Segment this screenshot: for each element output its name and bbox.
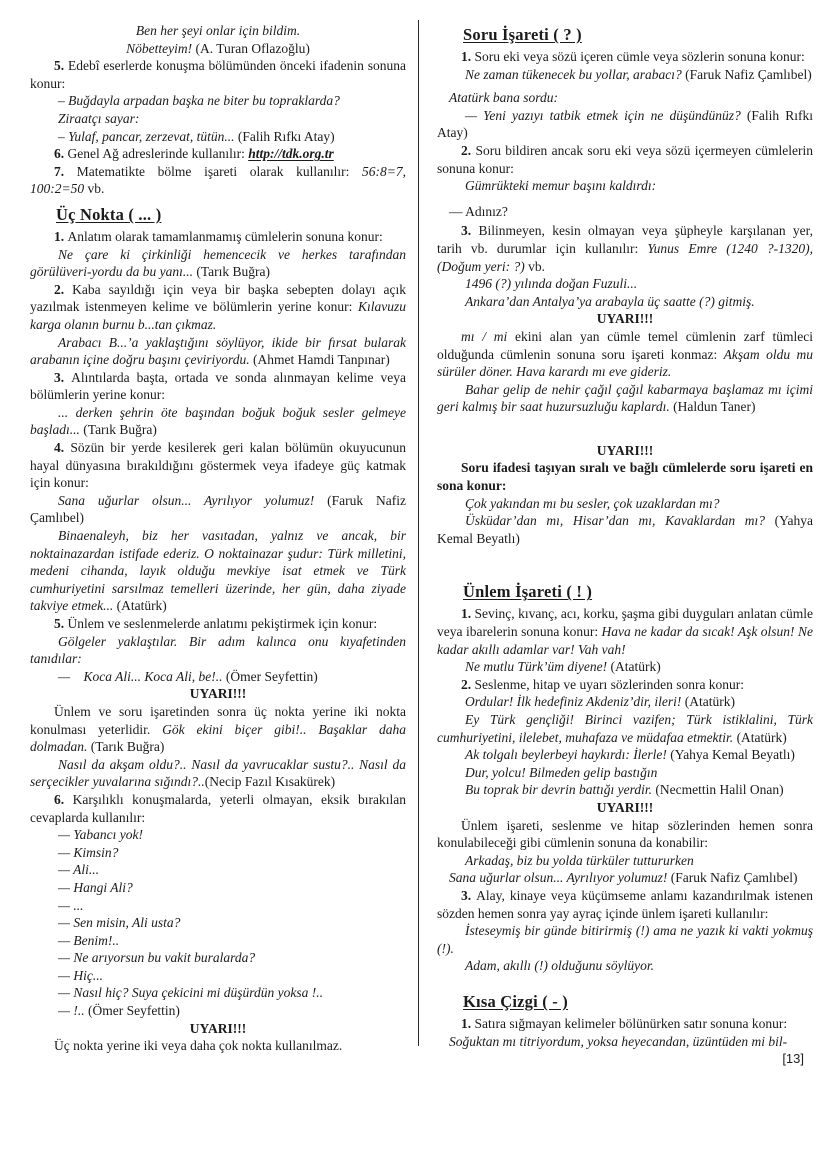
example-line xyxy=(437,203,813,221)
text-segment: Bilinmeyen, kesin olmayan veya şüpheyle karşılanan yer, tarih vb. durumlar için kullanılır: xyxy=(437,223,813,256)
text-segment: Karşılıklı konuşmalarda, yeterli olmayan, eksik bırakılan cevaplarda kullanılır: xyxy=(30,791,407,825)
example-line xyxy=(437,512,813,547)
left-column xyxy=(30,22,406,1055)
paragraph xyxy=(30,615,406,633)
example-line xyxy=(30,897,406,915)
spacer xyxy=(437,416,813,442)
text-segment: vb. xyxy=(84,181,105,197)
example-line xyxy=(30,861,406,879)
text-segment: 6. xyxy=(54,146,68,162)
text-segment: Sana uğurlar olsun... Ayrılıyor yolumuz! xyxy=(449,870,668,886)
poem-line xyxy=(30,22,406,40)
poem-line xyxy=(30,40,406,58)
text-segment: (Faruk Nafiz Çamlıbel) xyxy=(30,492,406,526)
text-segment: UYARI!!! xyxy=(596,311,654,327)
example-line xyxy=(437,275,813,293)
text-segment: 2. xyxy=(461,142,476,158)
text-segment: Binaenaleyh, biz her vasıtadan, yalnız ve ancak, bir noktainazardan istifade ederiz. O noktainazar şudur: Türk milletini, medeni cihanda, layık olduğu mevkiye isat etmek ve Türk cumhuriyetini sarsılmaz temelleri üzerinde, her gün, daha ziyade takviye etmek... xyxy=(30,528,406,614)
example-line xyxy=(437,89,813,107)
text-segment: Ziraatçı sayar: xyxy=(58,110,140,126)
text-segment: Ey Türk gençliği! Birinci vazifen; Türk istiklalini, Türk cumhuriyetini, ilelebet, muhafaza ve müdafaa etmektir. xyxy=(437,712,813,745)
example-line xyxy=(30,246,406,281)
text-segment: — Nasıl hiç? Suya çekicini mi düşürdün yoksa !.. xyxy=(58,985,323,1001)
example-line xyxy=(30,668,406,686)
text-segment: Satıra sığmayan kelimeler bölünürken satır sonuna konur: xyxy=(474,1015,788,1031)
text-segment: 1. xyxy=(461,606,475,622)
paragraph xyxy=(437,142,813,177)
paragraph xyxy=(30,228,406,246)
text-segment: Soğuktan mı titriyordum, yoksa heyecandan, üzüntüden mi bil- xyxy=(449,1033,788,1049)
example-line xyxy=(30,92,406,110)
example-line xyxy=(437,869,813,887)
text-segment: Bahar gelip de nehir çağıl çağıl kabarmaya başlamaz mı içimi geri kalmış bir saat huzursuzluğu kaplardı. xyxy=(437,381,813,415)
paragraph xyxy=(30,163,406,198)
text-segment: UYARI!!! xyxy=(189,686,247,702)
example-line xyxy=(30,967,406,985)
section-heading xyxy=(437,24,813,45)
paragraph xyxy=(30,791,406,826)
text-segment: — Kimsin? xyxy=(58,844,119,860)
example-line xyxy=(30,984,406,1002)
text-segment: Genel Ağ adreslerinde kullanılır: xyxy=(67,146,249,162)
example-line xyxy=(30,334,406,369)
text-segment: Alıntılarda başta, ortada ve sonda alınmayan kelime veya bölümlerin yerine konur: xyxy=(30,369,406,403)
text-segment: — ... xyxy=(58,897,84,913)
example-line xyxy=(30,492,406,527)
warning-heading xyxy=(437,442,813,460)
text-segment: (Falih Rıfkı Atay) xyxy=(437,107,814,141)
text-segment: Gümrükteki memur başını kaldırdı: xyxy=(465,178,657,194)
text-segment: Matematikte bölme işareti olarak kullanılır: xyxy=(76,163,363,179)
text-segment: Ne mutlu Türk’üm diyene! xyxy=(465,659,608,675)
text-segment: Soru ifadesi taşıyan sıralı ve bağlı cümlelerde soru işareti en sona konur: xyxy=(437,460,813,494)
text-segment: – Yulaf, pancar, zerzevat, tütün... xyxy=(58,128,235,144)
section-heading xyxy=(437,991,813,1012)
text-segment: 1496 (?) yılında doğan Fuzuli... xyxy=(465,276,638,292)
text-segment: vb. xyxy=(524,258,545,274)
text-segment: Sana uğurlar olsun... Ayrılıyor yolumuz! xyxy=(58,492,315,508)
text-segment: (Yahya Kemal Beyatlı) xyxy=(437,513,813,546)
example-line xyxy=(30,932,406,950)
text-segment: 5. xyxy=(54,58,68,74)
example-line xyxy=(437,495,813,513)
example-line xyxy=(30,949,406,967)
example-line xyxy=(437,746,813,764)
spacer xyxy=(437,975,813,985)
example-line xyxy=(437,177,813,195)
example-line xyxy=(437,781,813,799)
text-segment: ekini alan yan cümle temel cümlenin zarf tümleci olduğunda cümlenin sonuna soru işareti konmaz: xyxy=(437,328,813,362)
text-segment: Ordular! İlk hedefiniz Akdeniz’dir, ileri! xyxy=(465,694,682,710)
text-segment: İsteseymiş bir günde bitirirmiş (!) ama ne yazık ki vakti yokmuş (!). xyxy=(437,923,813,956)
text-segment: — Yeni yazıyı tatbik etmek için ne düşündünüz? xyxy=(465,107,741,123)
text-segment: (Yahya Kemal Beyatlı) xyxy=(666,747,795,763)
text-segment: Arabacı B...’a yaklaştığını söylüyor, ikide bir fırsat bularak arabanın içine doğru başını çeviriyordu. xyxy=(30,334,406,368)
text-segment: Ünlem ve seslenmelerde anlatımı pekiştirmek için konur: xyxy=(67,616,378,631)
text-segment: Ünlem işareti, seslenme ve hitap sözlerinden hemen sonra konulabileceği gibi cümlenin sonuna da konabilir: xyxy=(437,817,813,851)
right-column xyxy=(437,22,813,1050)
paragraph xyxy=(437,676,813,694)
example-line xyxy=(30,879,406,897)
section-heading xyxy=(437,581,813,602)
text-segment: ... derken şehrin öte başından boğuk boğuk sesler gelmeye başladı... xyxy=(30,404,406,438)
example-line xyxy=(437,658,813,676)
text-segment: Kısa Çizgi ( - ) xyxy=(463,991,568,1011)
text-segment: 5. xyxy=(54,616,68,631)
text-segment: Üsküdar’dan mı, Hisar’dan mı, Kavaklardan mı? xyxy=(465,513,765,529)
text-segment: Ben her şeyi onlar için bildim. xyxy=(135,23,301,38)
column-divider xyxy=(418,20,419,1046)
text-segment: Ünlem ve soru işaretinden sonra üç nokta yerine iki nokta konulması yeterlidir. xyxy=(30,703,406,737)
text-segment: Seslenme, hitap ve uyarı sözlerinden sonra konur: xyxy=(474,676,745,692)
text-segment: 4. xyxy=(54,440,71,456)
text-segment: Anlatım olarak tamamlanmamış cümlelerin sonuna konur: xyxy=(67,228,383,244)
example-line xyxy=(437,293,813,311)
paragraph xyxy=(30,145,406,163)
text-segment: – Buğdayla arpadan başka ne biter bu topraklarda? xyxy=(58,93,340,109)
text-segment: Soru eki veya sözü içeren cümle veya sözlerin sonuna konur: xyxy=(474,49,805,64)
paragraph xyxy=(437,48,813,66)
text-segment: (Ömer Seyfettin) xyxy=(222,668,318,684)
text-segment: — Benim!.. xyxy=(58,932,120,948)
paragraph xyxy=(437,459,813,494)
text-segment: Sevinç, kıvanç, acı, korku, şaşma gibi duyguları anlatan cümle veya ibarelerin sonuna konur: xyxy=(437,606,814,640)
paragraph xyxy=(437,887,813,922)
text-segment: UYARI!!! xyxy=(596,442,654,458)
warning-heading xyxy=(30,1020,406,1038)
text-segment: Kaba sayıldığı için veya bir başka sebepten dolayı açık yazılmak istenmeyen kelime ve bölümlerin yerine konur: xyxy=(30,281,406,315)
example-line xyxy=(30,404,406,439)
paragraph xyxy=(30,57,406,92)
text-segment: — Adınız? xyxy=(449,203,508,219)
text-segment: UYARI!!! xyxy=(596,799,654,815)
text-segment: Soru bildiren ancak soru eki veya sözü içermeyen cümlelerin sonuna konur: xyxy=(437,142,814,176)
text-segment: — Sen misin, Ali usta? xyxy=(58,915,181,931)
example-line xyxy=(30,1002,406,1020)
paragraph xyxy=(437,817,813,852)
page-number: [13] xyxy=(782,1051,804,1066)
text-segment: (Faruk Nafiz Çamlıbel) xyxy=(667,870,798,886)
text-segment: Nasıl da akşam oldu?.. Nasıl da yavrucaklar sustu?.. Nasıl da serçecikler yuvalarına sığındı?.. xyxy=(30,756,406,790)
example-line xyxy=(30,756,406,791)
text-segment: Ne zaman tükenecek bu yollar, arabacı? xyxy=(465,66,682,82)
example-line xyxy=(437,107,813,142)
text-segment: 7. xyxy=(54,163,77,179)
text-segment: Gölgeler yaklaştılar. Bir adım kalınca onu kıyafetinden tanıdılar: xyxy=(30,633,406,667)
text-segment: Atatürk bana sordu: xyxy=(449,90,558,106)
example-line xyxy=(30,110,406,128)
text-segment: (Atatürk) xyxy=(681,694,735,710)
text-segment: (Necmettin Halil Onan) xyxy=(651,782,784,798)
text-segment: (Atatürk) xyxy=(733,729,787,745)
text-segment: Soru İşareti ( ? ) xyxy=(463,25,582,44)
example-line xyxy=(30,914,406,932)
example-line xyxy=(30,844,406,862)
text-segment: Arkadaş, biz bu yolda türküler tuttururken xyxy=(465,852,694,868)
text-segment: 3. xyxy=(461,887,477,903)
text-segment: — Hiç... xyxy=(58,967,103,983)
paragraph xyxy=(30,703,406,756)
text-segment: Kılavuzu karga olanın burnu b...tan çıkmaz. xyxy=(30,299,406,332)
text-segment: (Ahmet Hamdi Tanpınar) xyxy=(249,352,390,368)
example-line xyxy=(437,1033,813,1051)
text-segment: 3. xyxy=(461,223,479,239)
text-segment: Ünlem İşareti ( ! ) xyxy=(463,582,593,602)
example-line xyxy=(30,633,406,668)
text-segment: Edebî eserlerde konuşma bölümünden önceki ifadenin sonuna konur: xyxy=(30,58,407,91)
text-segment: — Ne arıyorsun bu vakit buralarda? xyxy=(58,950,256,966)
text-segment: Ne çare ki çirkinliği hemencecik ve herkes tarafından görülüveri-yordu da bu yanı... xyxy=(30,246,406,280)
example-line xyxy=(437,957,813,975)
text-segment: (Tarık Buğra) xyxy=(192,264,271,280)
paragraph xyxy=(30,1037,406,1055)
example-line xyxy=(30,826,406,844)
text-segment: — Yabancı yok! xyxy=(58,827,143,843)
example-line xyxy=(30,527,406,615)
paragraph xyxy=(437,328,813,381)
text-segment: UYARI!!! xyxy=(189,1020,247,1036)
section-heading xyxy=(30,204,406,225)
text-segment: Ankara’dan Antalya’ya arabayla üç saatte (?) gitmiş. xyxy=(465,293,755,309)
text-segment: — !.. xyxy=(58,1003,85,1019)
paragraph xyxy=(437,605,813,658)
example-line xyxy=(437,711,813,746)
example-line xyxy=(30,128,406,146)
text-segment: 2. xyxy=(54,281,73,297)
text-segment: Hava ne kadar da sıcak! Aşk olsun! Ne kadar akıllı adamlar var! Vah vah! xyxy=(437,624,813,657)
text-segment: Yunus Emre (1240 ?-1320), (Doğum yeri: ?) xyxy=(437,240,813,274)
text-segment: (Atatürk) xyxy=(607,659,661,675)
text-segment: 1. xyxy=(461,1015,475,1031)
paragraph xyxy=(30,281,406,334)
text-segment: Çok yakından mı bu sesler, çok uzaklardan mı? xyxy=(465,495,720,511)
example-line xyxy=(437,66,813,84)
text-segment: — Koca Ali... Koca Ali, be!.. xyxy=(58,668,223,684)
text-segment: 6. xyxy=(54,791,73,807)
text-segment: Üç nokta yerine iki veya daha çok nokta kullanılmaz. xyxy=(54,1038,343,1054)
text-segment: Alay, kinaye veya küçümseme anlamı kazandırılmak istenen sözden hemen sonra yay ayraç içinde ünlem işareti kullanılır: xyxy=(437,887,813,921)
text-segment: mı / mi xyxy=(461,328,508,344)
paragraph xyxy=(437,1015,813,1033)
text-segment: Gök ekini biçer gibi!.. Başaklar daha dolmadan. xyxy=(30,721,406,755)
paragraph xyxy=(30,369,406,404)
text-segment: Üç Nokta ( ... ) xyxy=(56,204,162,224)
text-segment: 56:8=7, 100:2=50 xyxy=(30,163,407,197)
paragraph xyxy=(437,222,813,275)
text-segment: (Haldun Taner) xyxy=(669,399,756,415)
text-segment: (Falih Rıfkı Atay) xyxy=(234,128,335,144)
tdk-link[interactable]: http://tdk.org.tr xyxy=(248,146,334,162)
example-line xyxy=(437,693,813,711)
text-segment: (Tarık Buğra) xyxy=(79,422,157,438)
text-segment: (Necip Fazıl Kısakürek) xyxy=(204,774,336,790)
text-segment: 1. xyxy=(461,49,475,64)
example-line xyxy=(437,922,813,957)
text-segment: — Ali... xyxy=(58,862,100,878)
text-segment: Akşam oldu mu sürüler döner. Hava karardı mı eve gideriz. xyxy=(437,346,813,380)
paragraph xyxy=(30,439,406,492)
text-segment: (Ömer Seyfettin) xyxy=(84,1003,180,1019)
text-segment: (Faruk Nafiz Çamlıbel) xyxy=(681,66,812,82)
text-segment: 2. xyxy=(461,676,475,692)
text-segment: Dur, yolcu! Bilmeden gelip bastığın xyxy=(465,764,658,780)
warning-heading xyxy=(30,685,406,703)
text-segment: (Atatürk) xyxy=(113,598,167,614)
text-segment: (A. Turan Oflazoğlu) xyxy=(192,40,310,56)
example-line xyxy=(437,852,813,870)
example-line xyxy=(437,381,813,416)
example-line xyxy=(437,764,813,782)
text-segment: 1. xyxy=(54,228,68,244)
text-segment: Adam, akıllı (!) olduğunu söylüyor. xyxy=(465,958,654,974)
warning-heading xyxy=(437,310,813,328)
text-segment: — Hangi Ali? xyxy=(58,879,133,895)
text-segment: Ak tolgalı beylerbeyi haykırdı: İlerle! xyxy=(465,747,667,763)
text-segment: Bu toprak bir devrin battığı yerdir. xyxy=(465,782,652,798)
text-segment: Sözün bir yerde kesilerek geri kalan bölümün okuyucunun hayal dünyasına bırakıldığını göstermek veya ifadeye güç katmak için konur: xyxy=(30,440,407,491)
text-segment: 3. xyxy=(54,369,72,385)
text-segment: Nöbetteyim! xyxy=(126,40,193,56)
text-segment: (Tarık Buğra) xyxy=(87,739,165,755)
spacer xyxy=(437,547,813,575)
warning-heading xyxy=(437,799,813,817)
